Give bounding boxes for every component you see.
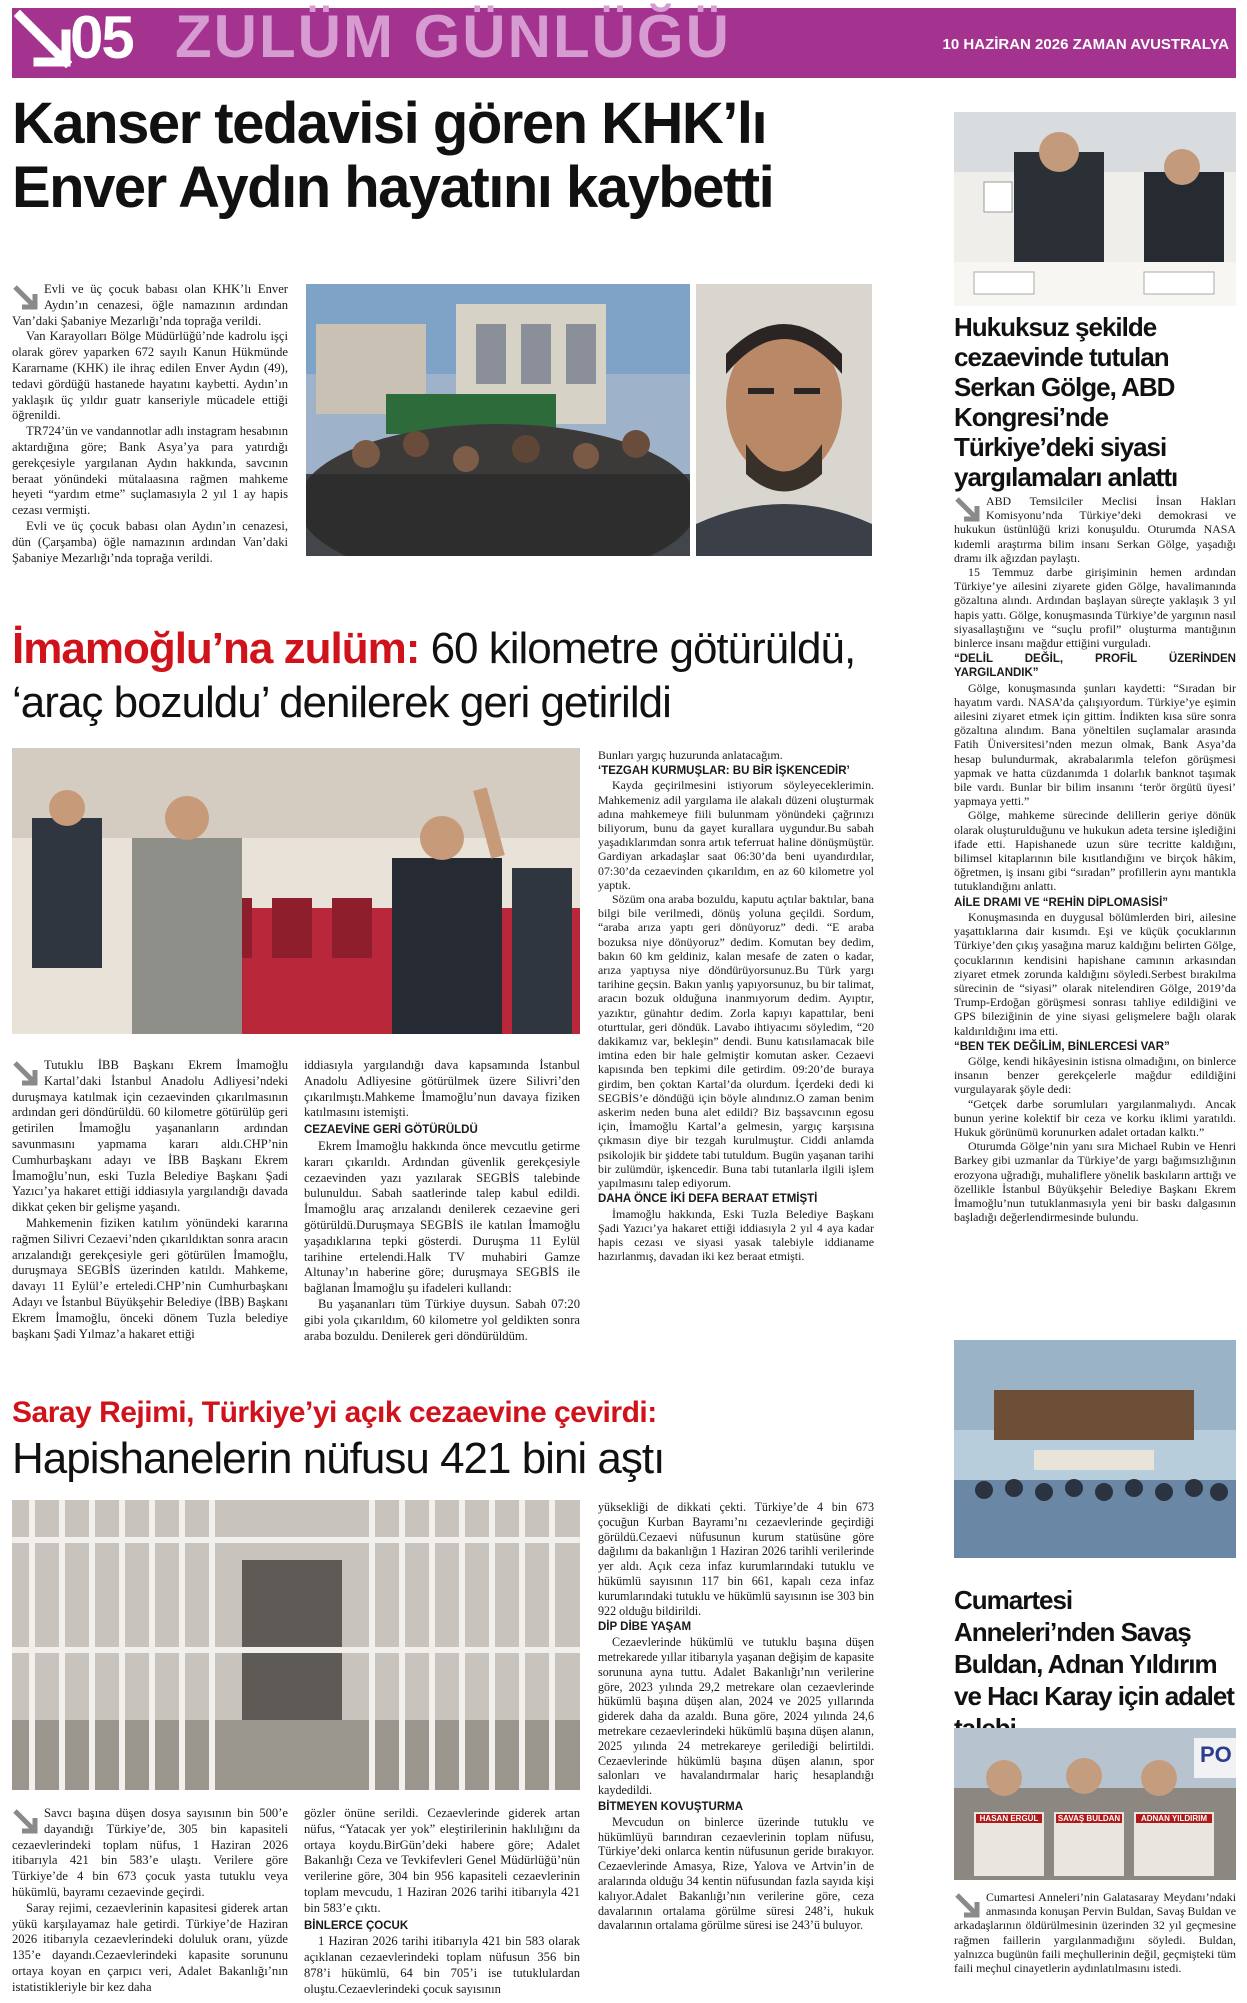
placard-label-2: SAVAŞ BULDAN — [1057, 1814, 1121, 1823]
article3-col1: Savcı başına düşen dosya sayısının bin 500’e dayandığı Türkiye’de, 305 bin kapasiteli cezaevlerindeki toplam nüfus, 1 Haziran 2026 itibarıyla 421 bin 583’e ulaştı. Verilere göre Türkiye’de 4 bin 673 çocuk yasta tutuklu veya hükümlü, bayramı cezaevinde geçirdi. Saray rejimi, cezaevlerinin kapasitesi giderek artan yükü karşılayamaz hale getirdi. Türkiye’de Haziran 2026 itibarıyla cezaevlerindeki doluluk oranı, yüzde 135’e dayandı.Cezaevlerindeki kapasite sorununu ortaya koyan en çarpıcı veri, Adalet Bakanlığı’nın istatistikleriyle bir kez daha — [12, 1806, 288, 1994]
arrow-icon — [954, 496, 980, 522]
arrow-icon — [12, 1808, 38, 1834]
arrow-icon — [12, 1060, 38, 1086]
article1-body: Evli ve üç çocuk babası olan KHK’lı Enver Aydın’ın cenazesi, öğle namazının ardından Van’daki Şabaniye Mezarlığı’nda toprağa verildi. Van Karayolları Bölge Müdürlüğü’nde kadrolu işçi olarak görev yaparken 672 sayılı Kanun Hükmünde Kararname (KHK) ile ihraç edilen Enver Aydın (49), tedavi gördüğü hastanede hayatını kaybetti. Aydın’ın yaklaşık üç yıldır guatr kanseriyle mücadele ettiği öğrenildi. TR724’ün ve vandannotlar adlı instagram hesabının aktardığına göre; Bank Asya’ya para yatırdığı gerekçesiyle yargılanan Aydın hakkında, savcının beraat yönündeki mütalaasına rağmen mahkeme heyeti “yardım etme” suçlamasıyla 2 yıl 1 ay hapis cezası vermişti. Evli ve üç çocuk babası olan Aydın’ın cenazesi, dün (Çarşamba) öğle namazının ardından Van’daki Şabaniye Mezarlığı’nda toprağa verildi. — [12, 282, 288, 565]
article2-col1: Tutuklu İBB Başkanı Ekrem İmamoğlu Kartal’daki İstanbul Anadolu Adliyesi’ndeki duruşmaya katılmak için cezaevinden çıkarılmasının ardından geri döndürüldü. 60 kilometre götürülüp geri getirilen İmamoğlu yaşananların ardından savunmasını yapmama kararı aldı.CHP’nin Cumhurbaşkanı adayı ve İBB Başkanı Ekrem İmamoğlu’nun, eski Tuzla Belediye Başkanı Şadi Yazıcı’ya hakaret ettiği iddiasıyla yargılandığı davada dikkat çeken bir gelişme yaşandı. Mahkemenin fiziken katılım yönündeki kararına rağmen Silivri Cezaevi’nden çıkarıldıktan sonra aracın arızalandığı gerekçesiyle geri götürülen İmamoğlu, duruşmaya SEGBİS üzerinden katıldı. Mahkeme, davayı 11 Eylül’e erteledi.CHP’nin Cumhurbaşkanı Adayı ve İstanbul Büyükşehir Belediye (İBB) Başkanı Ekrem İmamoğlu, önceki dönem Tuzla belediye başkanı Şadi Yılmaz’a hakaret ettiği — [12, 1058, 288, 1341]
placard-label-1: HASAN ERGÜL — [976, 1814, 1042, 1823]
sidebar1-headline: Hukuksuz şekilde cezaevinde tutulan Serkan Gölge, ABD Kongresi’nde Türkiye’deki siyasi yargılamaları anlattı — [954, 312, 1178, 492]
article2-col2: iddiasıyla yargılandığı dava kapsamında İstanbul Anadolu Adliyesine götürülmek üzere Silivri’den çıkarılmıştı.Mahkeme İmamoğlu’nun davaya fiziken katılmasını istemişti. CEZAEVİNE GERİ GÖTÜRÜLDÜ Ekrem İmamoğlu hakkında önce mevcutlu getirme kararı çıkarıldı. Ardından güvenlik gerekçesiyle cezaevinden yazı yazılarak SEGBİS talebinde bulunulduı. Sabah saatlerinde talep kabul edildi. İmamoğlu araç arızalandı denilerek cezaevine geri götürüldü.Duruşmaya SEGBİS ile katılan İmamoğlu yaşadıklarına tepki gösterdi. Duruşma 11 Eylül tarihine ertelendi.Halk TV muhabiri Gamze Altunay’ın haberine göre; duruşmaya SEGBİS ile bağlanan İmamoğlu şu ifadeleri kullandı: Bu yaşananları tüm Türkiye duysun. Sabah 07:20 gibi yola çıkarıldım, 60 kilometre yol geldikten sonra araba bozuldu. Denilerek geri döndürüldüm. — [304, 1058, 580, 1343]
prison-photo — [12, 1500, 580, 1790]
article1-headline: Kanser tedavisi gören KHK’lı Enver Aydın hayatını kaybetti — [12, 91, 774, 220]
banner-text: PO — [1200, 1742, 1232, 1767]
arrow-icon — [954, 1892, 980, 1918]
section-number: 05 — [70, 4, 133, 71]
issue-date: 10 HAZİRAN 2026 ZAMAN AVUSTRALYA — [942, 36, 1229, 53]
arrow-icon — [12, 284, 38, 310]
sidebar2-body: Cumartesi Anneleri’nin Galatasaray Meydanı’ndaki anmasında konuşan Pervin Buldan, Savaş Buldan ve arkadaşlarının öldürülmesinin üzerinden 32 yıl geçmesine rağmen faillerin yargılanmadığını söyledi. Buldan, yalnızca bugünün faili meçhullerinin değil, geçmişteki tüm faili meçhul cinayetlerin aydınlatılmasını istedi. — [954, 1890, 1236, 1976]
article2-headline: İmamoğlu’na zulüm: 60 kilometre götürüldü, ‘araç bozuldu’ denilerek geri getirildi — [12, 624, 856, 727]
sidebar2-headline: Cumartesi Anneleri’nden Savaş Buldan, Adnan Yıldırım ve Hacı Karay için adalet — [954, 1585, 1234, 1711]
saturday-mothers-photo-art — [954, 1728, 1236, 1880]
arrow-icon — [14, 10, 72, 68]
placard-label-3: ADNAN YILDIRIM — [1136, 1814, 1212, 1823]
congress-room-photo — [954, 1340, 1236, 1558]
courtroom-photo — [12, 748, 580, 1034]
congress-hearing-photo — [954, 112, 1236, 306]
saturday-mothers-photo — [954, 1728, 1236, 1880]
section-title: ZULÜM GÜNLÜĞÜ — [175, 3, 731, 70]
portrait-photo — [696, 284, 872, 556]
article2-col3: Bunları yargıç huzurunda anlatacağım. ‘TEZGAH KURMUŞLAR: BU BİR İŞKENCEDİR’ Kayda geçirilmesini istiyorum söyleyeceklerimin. Mahkemeniz adil yargılama ile alakalı düzeni oluşturmak adına mahkemeye fiili bulunmam yönündeki çağrınızı biliyorum, bunu da gayet kurallara uygundur.Bu sabah yaşadıklarımdan sonra artık teferruat haline dönüşmüştür. Gardiyan arkadaşlar saat 06:30’da beni uyandırdılar, 07:30’da cezaevinden çıkarıldım, en az 60 kilometre yol yaptık. Sözüm ona araba bozuldu, kaputu açtılar baktılar, bana bilgi bile verilmedi, dönüş yoluna geçildi. Sordum, “araba arıza yaptı geri dönüyoruz” dedi. “E araba bozuksa niye dönüyoruz” dedim. Komutan bey dedim, bakın 60 km geldiniz, kalan mesafe de zaten o kadar, arıza yaptıysa niye döndürüyorsunuz.Bu Türk yargı tarihine geçsin. Bakın yanlış yapıyorsunuz, bu bir talimat, aracın bozuk olduğuna inanmıyorum dedim. Ayıptır, yazıktır, günahtır dedim. Zorla kapıyı kapattılar, beni oturttular, geri döndük. Lavabo ihtiyacımı söyledim, “20 dakikamız var, bekleşin” dendi. Bunu katısılamacak bile imtina eden bir hale gelmiştir komutan asker. Cezaevi kapısında ben tepkimi dile getirdim. 09:20’de buraya girdim, ben çoktan Kartal’da olurdum. İçerdeki dedi ki SEGBİS’e döndüğü için böyle alındınız.O zaman benim askerim neden buna alet edildi? Biz başsavcının egosu için, İmamoğlu Kartal’a gelmesin, yargıç karşısına çıkmasın diye bir tezgah kurulmuştur. Ciddi anlamda psikolojik bir şiddete tabi tutuldum. Bugün yaşanan tarihi bir zulümdür, işkencedir. Buna tabi tutanlarla ilgili işlem yapılmasını talep ediyorum. DAHA ÖNCE İKİ DEFA BERAAT ETMİŞTİ İmamoğlu hakkında, Eski Tuzla Belediye Başkanı Şadi Yazıcı’ya hakaret ettiği iddiasıyla 2 yıl 4 aya kadar hapis cezası ve siyasi yasak talebiyle iddianame hazırlanmış, davadan iki kez beraat etmişti. — [598, 748, 874, 1264]
funeral-photo — [306, 284, 690, 556]
article3-col3: yüksekliği de dikkati çekti. Türkiye’de 4 bin 673 çocuğun Kurban Bayramı’nı cezaevlerinde geçirdiği görüldü.Cezaevi nüfusunun kurum statüsüne göre dağılımı da bakanlığın 1 Haziran 2026 tarihli verilerinde yer aldı. Açık ceza infaz kurumlarındaki tutuklu ve hükümlü sayısının 117 bin 661, kapalı ceza infaz kurumlarındaki tutuklu ve hükümlü sayısının ise 303 bin 922 olduğu bildirildi. DİP DİBE YAŞAM Cezaevlerinde hükümlü ve tutuklu başına düşen metrekarede yıllar itibarıyla yaşanan değişim de kapasite sorununa ayna tuttu. Adalet Bakanlığı’nın verilerine göre, 2023 yılında 29,2 metrekare olan cezaevlerinde hükümlü başına düşen alan, 2024 ve 2025 yıllarında giderek daha da azaldı. Buna göre, 2024 yılında 24,6 metrekare cezaevlerindeki hükümlü başına düşen alanın, 2025 yılında 24 metrekareye gerilediği belirtildi. Cezaevlerinde hükümlü başına düşen alanın, spor salonları ve havalandırmalar hariç hesaplandığı kaydedildi. BİTMEYEN KOVUŞTURMA Mevcudun on binlerce üzerinde tutuklu ve hükümlüyü barındıran cezaevlerinin toplam nüfusu, Türkiye’deki onlarca kentin nüfusunun geride bırakıyor. Cezaevlerinde Amasya, Rize, Yalova ve Artvin’in de aralarında olduğu 34 kentin nüfusundan fazla sayıda kişi kalıyor.Adalet Bakanlığı’nın verilerine göre, ceza davalarının ortalama görülme süresi 248’i, hukuk davalarının ortalama görülme süresi ise 243’ü buluyor. — [598, 1500, 874, 1933]
article3-col2: gözler önüne serildi. Cezaevlerinde giderek artan nüfus, “Yatacak yer yok” eleştirilerinin haklılığını da ortaya koydu.BirGün’deki habere göre; Adalet Bakanlığı Ceza ve Tevkifevleri Genel Müdürlüğü’nün verilerine göre, 304 bin 956 kapasiteli cezaevlerinin toplam mevcudu, 1 Haziran 2026 tarihi itibarıyla 421 bin 583’e çıktı. BİNLERCE ÇOCUK 1 Haziran 2026 tarihi itibarıyla 421 bin 583 olarak açıklanan cezaevlerindeki toplam nüfusun 356 bin 878’i hükümlü, 64 bin 705’i ise tutuklulardan oluştu.Cezaevlerindeki çocuk sayısının — [304, 1806, 580, 1996]
article3-headline: Saray Rejimi, Türkiye’yi açık cezaevine çevirdi: Hapishanelerin nüfusu 421 bini aştı — [12, 1396, 665, 1483]
sidebar1-body: ABD Temsilciler Meclisi İnsan Hakları Komisyonu’nda Türkiye’deki demokrasi ve hukukun üstünlüğü krizi konuşuldu. Oturumda NASA kıdemli araştırma bilim insanı Serkan Gölge, yaşadığı dramı ilk ağızdan paylaştı. 15 Temmuz darbe girişiminin hemen ardından Türkiye’ye ailesini ziyarete giden Gölge, havalimanında gözaltına alındı. Ardından başlayan süreçte yaklaşık 3 yıl hapis yattı. Gölge, konuşmasında Türkiye’de yargının nasıl siyasallaştığını ve “suçlu profil” oluşturma mantığının binlerce insanı mağdur ettiğini vurguladı. “DELİL DEĞİL, PROFİL ÜZERİNDEN YARGILANDIK” Gölge, konuşmasında şunları kaydetti: “Sıradan bir hayatım vardı. NASA’da çalışıyordum. Türkiye’ye eşimin ailesini ziyaret etmek için gittim. İndikten kısa süre sonra gözaltına alındım. Bana yöneltilen suçlamalar arasında Fatih Üniversitesi’nden mezun olmak, Bank Asya’da hesap bulundurmak, akrabalarımla telefon görüşmesi yapmak ve hatta cüzdanımda 1 dolarlık banknot taşımak bile vardı. Bunlar bir bilim insanını ‘terör örgütü üyesi’ yapmaya yetti.” Gölge, mahkeme sürecinde delillerin geriye dönük olarak oluşturulduğunu ve hukukun adeta tersine işlediğini ifade etti. Hapishanede uzun süre tecritte kaldığını, bilimsel kitaplarının bile kısıtlandığını ve birçok hâkim, öğretmen, iş insanı gibi “sıradan” profillerin aynı mantıkla tutuklandığını anlattı. AİLE DRAMI VE “REHİN DİPLOMASİSİ” Konuşmasında en duygusal bölümlerden biri, ailesine yaşattıklarına dair kısımdı. Eşi ve küçük çocuklarının Türkiye’den çıkış yasağına maruz kaldığını belirten Gölge, çocuklarının kendisini hapishane camının arkasından ziyaret etmek zorunda kaldığını söyledi.Serbest bırakılma sürecinin de “siyasi” olarak nitelendiren Gölge, 2019’da Trump-Erdoğan görüşmesi sonrası tahliye edildiğini ve GPS bileziğinin de yine siyasi gelişmelere bağlı olarak kaldırıldığını ima etti. “BEN TEK DEĞİLİM, BİNLERCESİ VAR” Gölge, kendi hikâyesinin istisna olmadığını, on binlerce insanın benzer gerekçelerle mağdur edildiğini vurgulayarak şöyle dedi: “Getçek darbe sorumluları yargılanmalıydı. Ancak bunun yerine kolektif bir ceza ve korku iklimi yaratıldı. Hukuk görünümü korunurken adalet ortadan kalktı.” Oturumda Gölge’nin yanı sıra Michael Rubin ve Henri Barkey gibi uzmanlar da Türkiye’de yargı bağımsızlığının erozyona uğradığı, muhaliflere yönelik baskıların arttığı ve özellikle İstanbul Büyükşehir Belediye Başkanı Ekrem İmamoğlu’nun tutuklanmasıyla yeni bir baskı dalgasının başladığı değerlendirmesinde bulundu. — [954, 494, 1236, 1225]
